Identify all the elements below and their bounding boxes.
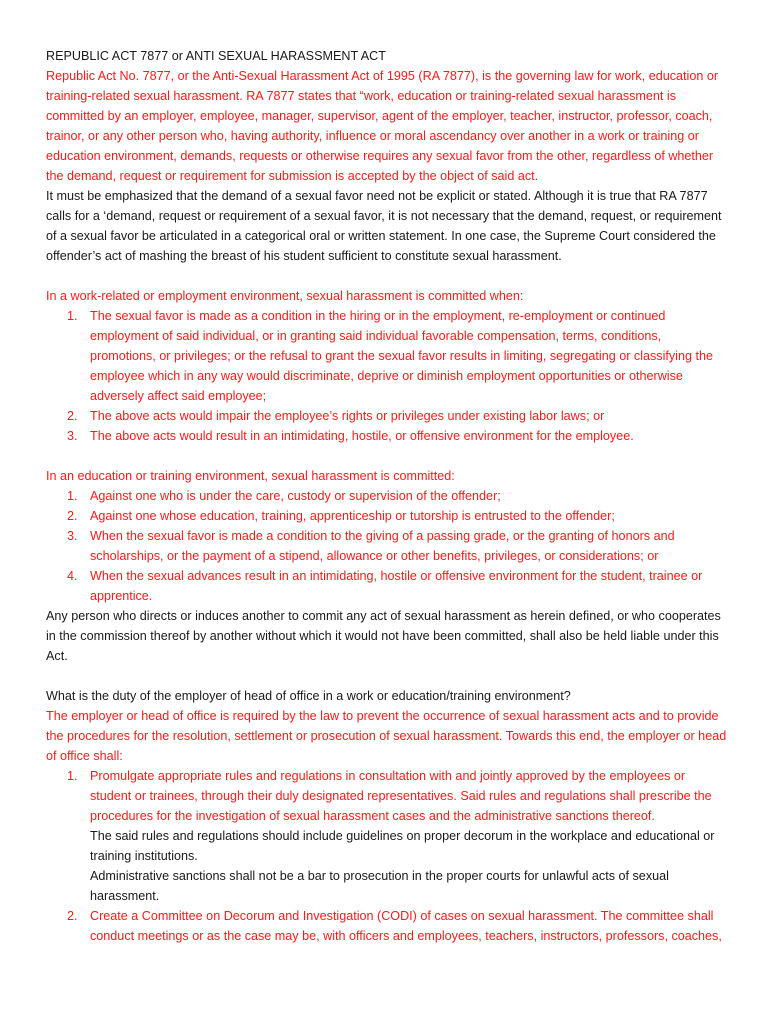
- list-number: 2.: [67, 509, 78, 523]
- liability-paragraph: Any person who directs or induces another to commit any act of sexual harassment as herein defined, or who cooperates in the commission thereof by another without which it would not have been committed, shall also be held liable under this Act.: [46, 609, 721, 663]
- list-item-text: Against one who is under the care, custody or supervision of the offender;: [90, 489, 501, 503]
- list-item: [46, 766, 728, 906]
- list-number: 1.: [67, 769, 78, 783]
- spacer: [46, 266, 728, 286]
- list-number: 1.: [67, 309, 78, 323]
- duty-answer: The employer or head of office is required by the law to prevent the occurrence of sexual harassment acts and to provide the procedures for the resolution, settlement or prosecution of sexual harassment. Towards this end, the employer or head of office shall:: [46, 709, 727, 763]
- list-item: [46, 506, 728, 526]
- list-item: [46, 906, 728, 946]
- list-item: [46, 306, 728, 406]
- intro-paragraph-black: It must be emphasized that the demand of a sexual favor need not be explicit or stated. Although it is true that RA 7877 calls for a ‘demand, request or requirement of a sexual favor, it is not necessary that the demand, request, or requirement of a sexual favor be articulated in a categorical oral or written statement. In one case, the Supreme Court considered the offender’s act of mashing the breast of his student sufficient to constitute sexual harassment.: [46, 189, 722, 263]
- spacer: [46, 666, 728, 686]
- list-item: [46, 486, 728, 506]
- list-item-text: Create a Committee on Decorum and Investigation (CODI) of cases on sexual harassment. The committee shall conduct meetings or as the case may be, with officers and employees, teachers, instructors, professors, coaches,: [90, 909, 722, 943]
- list-item-text: The sexual favor is made as a condition in the hiring or in the employment, re-employment or continued employment of said individual, or in granting said individual favorable compensation, terms, conditions, promotions, or privileges; or the refusal to grant the sexual favor results in limiting, segregating or classifying the employee which in any way would discriminate, deprive or diminish employment opportunities or otherwise adversely affect said employee;: [90, 309, 713, 403]
- list-number: 3.: [67, 529, 78, 543]
- list-number: 1.: [67, 489, 78, 503]
- list-item: [46, 406, 728, 426]
- list-item-text: Against one whose education, training, apprenticeship or tutorship is entrusted to the offender;: [90, 509, 615, 523]
- list-number: 3.: [67, 429, 78, 443]
- duty-list: [46, 766, 728, 946]
- document-title: REPUBLIC ACT 7877 or ANTI SEXUAL HARASSMENT ACT: [46, 49, 386, 63]
- list-item-text: The above acts would impair the employee’s rights or privileges under existing labor laws; or: [90, 409, 605, 423]
- list-item-text: When the sexual favor is made a condition to the giving of a passing grade, or the granting of honors and scholarships, or the payment of a stipend, allowance or other benefits, privileges, or considerations; or: [90, 529, 675, 563]
- list-item-note: The said rules and regulations should include guidelines on proper decorum in the workplace and educational or training institutions.: [90, 829, 715, 863]
- list-item: [46, 526, 728, 566]
- list-item: [46, 566, 728, 606]
- list-item-note: Administrative sanctions shall not be a bar to prosecution in the proper courts for unlawful acts of sexual harassment.: [90, 869, 669, 903]
- list-item-text: The above acts would result in an intimidating, hostile, or offensive environment for the employee.: [90, 429, 634, 443]
- work-list: [46, 306, 728, 446]
- duty-question: What is the duty of the employer of head of office in a work or education/training environment?: [46, 689, 571, 703]
- edu-heading: In an education or training environment, sexual harassment is committed:: [46, 469, 455, 483]
- edu-list: [46, 486, 728, 606]
- list-item-text: When the sexual advances result in an intimidating, hostile or offensive environment for the student, trainee or apprentice.: [90, 569, 703, 603]
- spacer: [46, 446, 728, 466]
- intro-paragraph-red: Republic Act No. 7877, or the Anti-Sexual Harassment Act of 1995 (RA 7877), is the governing law for work, education or training-related sexual harassment. RA 7877 states that “work, education or training-related sexual harassment is committed by an employer, employee, manager, supervisor, agent of the employer, teacher, instructor, professor, coach, trainor, or any other person who, having authority, influence or moral ascendancy over another in a work or training or education environment, demands, requests or otherwise requires any sexual favor from the other, regardless of whether the demand, request or requirement for submission is accepted by the object of said act.: [46, 69, 719, 183]
- list-item-text: Promulgate appropriate rules and regulations in consultation with and jointly approved by the employees or student or trainees, through their duly designated representatives. Said rules and regulations shall prescribe the procedures for the investigation of sexual harassment cases and the administrative sanctions thereof.: [90, 769, 712, 823]
- work-heading: In a work-related or employment environment, sexual harassment is committed when:: [46, 289, 524, 303]
- list-number: 4.: [67, 569, 78, 583]
- list-number: 2.: [67, 409, 78, 423]
- list-number: 2.: [67, 909, 78, 923]
- list-item: [46, 426, 728, 446]
